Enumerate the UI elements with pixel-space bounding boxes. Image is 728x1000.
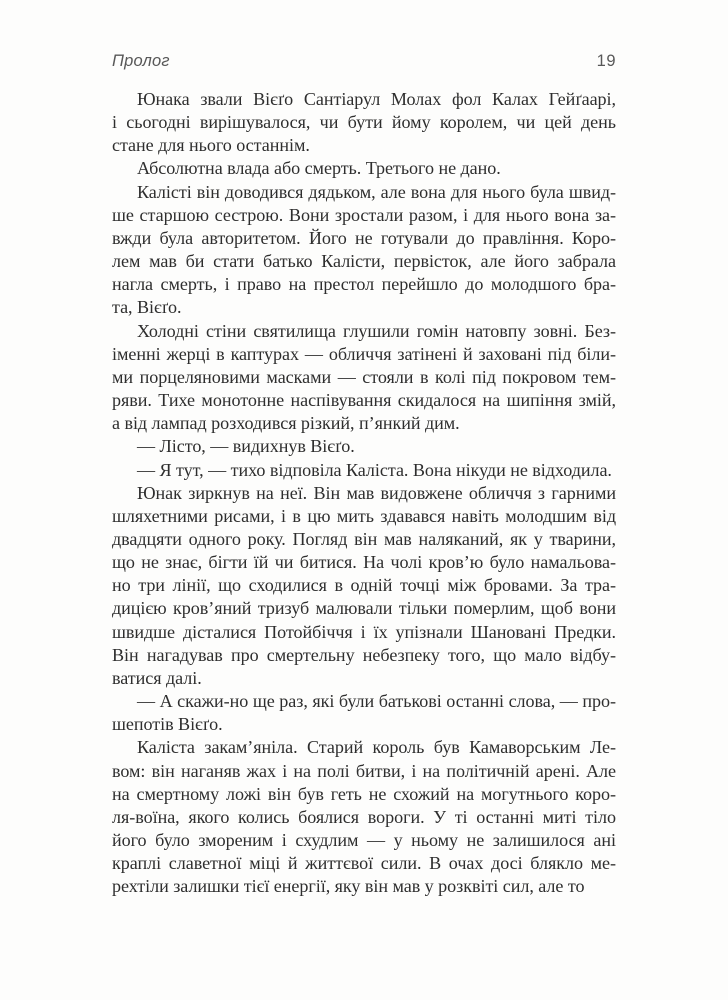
text-line: двадцяти одного року. Погляд він мав наляканий, як у тварини,	[112, 528, 616, 549]
text-line: — А скажи-но ще раз, які були батькові останні слова, — про-	[137, 691, 616, 712]
text-line: та, Вієґо.	[112, 297, 182, 318]
text-line: ля-воїна, якого колись боялися вороги. У ті останні миті тіло	[112, 806, 616, 827]
text-line: Каліста закам’яніла. Старий король був Камаворським Ле-	[137, 737, 616, 758]
paragraph	[112, 320, 616, 436]
text-line: вжди була авторитетом. Його не готували до правління. Коро-	[112, 227, 616, 248]
text-line: лем мав би стати батько Калісти, первісток, але його забрала	[112, 251, 616, 272]
paragraph	[112, 459, 616, 482]
text-line: ватися далі.	[112, 667, 202, 688]
text-line: нагла смерть, і право на престол перейшло до молодшого бра-	[112, 274, 616, 295]
paragraph	[112, 88, 616, 157]
text-line: і сьогодні вирішувалося, чи бути йому королем, чи цей день	[112, 112, 616, 133]
paragraph	[112, 482, 616, 690]
text-line: Холодні стіни святилища глушили гомін натовпу зовні. Без-	[137, 320, 616, 341]
paragraph	[112, 736, 616, 898]
paragraph	[112, 690, 616, 736]
text-line: краплі славетної міці й життєвої сили. В очах досі блякло ме-	[112, 853, 616, 874]
text-line: дицією кров’яний тризуб малювали тільки померлим, щоб вони	[112, 598, 616, 619]
text-line: Абсолютна влада або смерть. Третього не дано.	[137, 158, 501, 179]
running-title: Пролог	[112, 52, 170, 70]
text-line: ряви. Тихе монотонне наспівування скидалося на шипіння змій,	[112, 390, 616, 411]
running-header	[112, 52, 616, 71]
page-body	[112, 88, 616, 898]
text-line: що не знає, бігти їй чи битися. На чолі кров’ю було намальова-	[112, 552, 616, 573]
text-line: — Лісто, — видихнув Вієґо.	[137, 436, 355, 457]
text-line: ше старшою сестрою. Вони зростали разом, і для нього вона за-	[112, 204, 616, 225]
text-line: а від лампад розходився різкий, п’янкий дим.	[112, 413, 460, 434]
text-line: шляхетними рисами, і в цю мить здавався навіть молодшим від	[112, 505, 616, 526]
text-line: Юнак зиркнув на неї. Він мав видовжене обличчя з гарними	[137, 482, 616, 503]
text-line: рехтіли залишки тієї енергії, яку він мав у розквіті сил, але то	[112, 876, 585, 897]
text-line: його було змореним і схудлим — у ньому не залишилося ані	[112, 830, 616, 850]
text-line: стане для нього останнім.	[112, 135, 310, 156]
paragraph	[112, 181, 616, 320]
text-line: іменні жерці в каптурах — обличчя затінені й заховані під біли-	[112, 343, 616, 364]
text-line: но три лінії, що сходилися в одній точці між бровами. За тра-	[112, 575, 616, 596]
text-line: Він нагадував про смертельну небезпеку того, що мало відбу-	[112, 644, 616, 665]
paragraph	[112, 435, 616, 458]
text-line: ми порцеляновими масками — стояли в колі під покровом тем-	[112, 366, 616, 387]
text-line: на смертному ложі він був геть не схожий на могутнього коро-	[112, 783, 616, 804]
text-line: Юнака звали Вієґо Сантіарул Молах фол Калах Гейґаарі,	[137, 89, 616, 109]
page-number: 19	[596, 52, 616, 70]
text-line: шепотів Вієґо.	[112, 714, 223, 735]
paragraph	[112, 157, 616, 180]
text-line: вом: він наганяв жах і на полі битви, і на політичній арені. Але	[112, 760, 616, 781]
text-line: швидше дісталися Потойбіччя і їх упізнали Шановані Предки.	[112, 621, 616, 642]
text-line: — Я тут, — тихо відповіла Каліста. Вона нікуди не відходила.	[137, 459, 612, 480]
text-line: Калісті він доводився дядьком, але вона для нього була швид-	[137, 181, 616, 202]
